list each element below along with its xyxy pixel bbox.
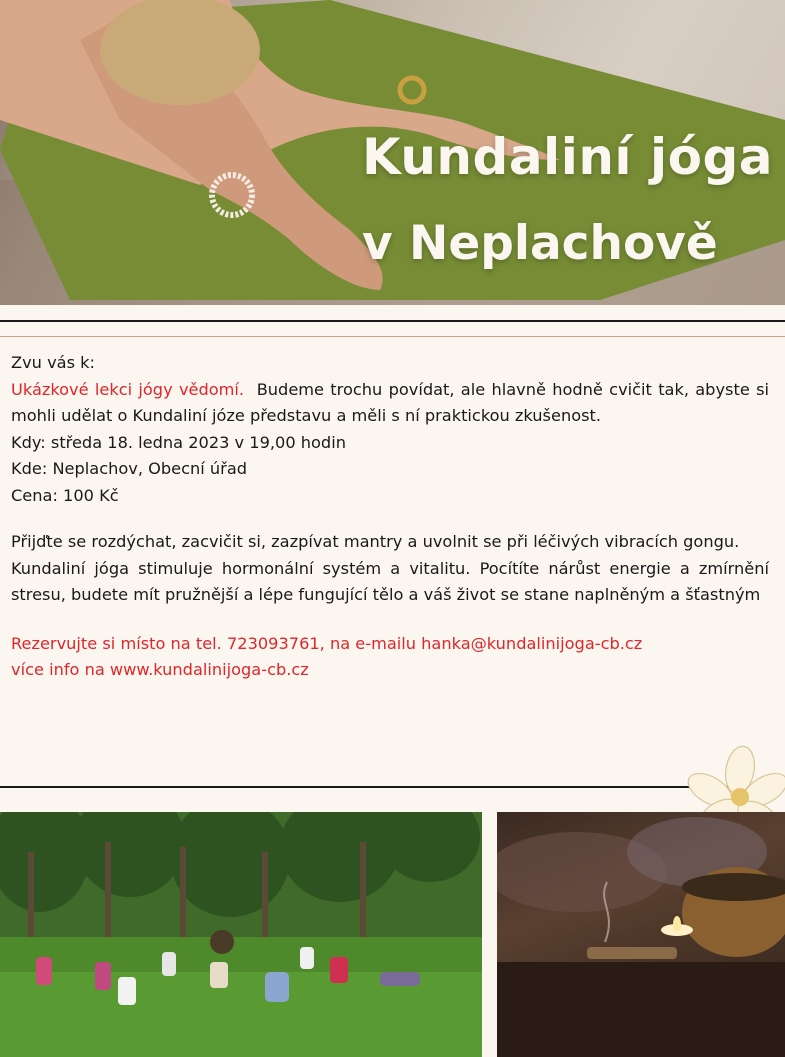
detail-price: Cena: 100 Kč bbox=[11, 485, 119, 505]
contact-line-1: Rezervujte si místo na tel. 723093761, na e-mailu hanka@kundalinijoga-cb.cz bbox=[11, 633, 643, 653]
greeting: Zvu vás k: bbox=[11, 353, 95, 372]
body-paragraph-2: Kundaliní jóga stimuluje hormonální systém a vitalitu. Pocítíte nárůst energie a zmírnění stresu, budete mít pružnější a lépe fungující tělo a váš život se stane naplněným a šťastným bbox=[11, 558, 769, 604]
divider-bottom bbox=[0, 786, 785, 788]
spacer bbox=[11, 509, 769, 529]
body-paragraph-1: Přijďte se rozdýchat, zacvičit si, zazpívat mantry a uvolnit se při léčivých vibracích gongu. bbox=[11, 532, 740, 551]
hero-subtitle: v Neplachově bbox=[362, 216, 718, 271]
singing-bowl-photo bbox=[497, 812, 785, 1057]
intro-highlight: Ukázkové lekci jógy vědomí. bbox=[11, 379, 245, 399]
detail-when: Kdy: středa 18. ledna 2023 v 19,00 hodin bbox=[11, 432, 346, 452]
spacer bbox=[11, 609, 769, 631]
contact-line-2: více info na www.kundalinijoga-cb.cz bbox=[11, 660, 309, 679]
hero-title: Kundaliní jóga bbox=[361, 128, 773, 186]
divider-top-thin bbox=[0, 336, 785, 337]
intro-text: Budeme trochu povídat, ale hlavně hodně cvičit tak, abyste si mohli udělat o Kundaliní józe představu a měli s ní praktickou zkušenost. bbox=[11, 379, 770, 425]
outdoor-yoga-photo bbox=[0, 812, 482, 1057]
intro-paragraph bbox=[11, 377, 769, 430]
divider-top bbox=[0, 320, 785, 322]
detail-where: Kde: Neplachov, Obecní úřad bbox=[11, 459, 248, 478]
event-description bbox=[11, 350, 769, 684]
hero-banner bbox=[0, 0, 785, 305]
